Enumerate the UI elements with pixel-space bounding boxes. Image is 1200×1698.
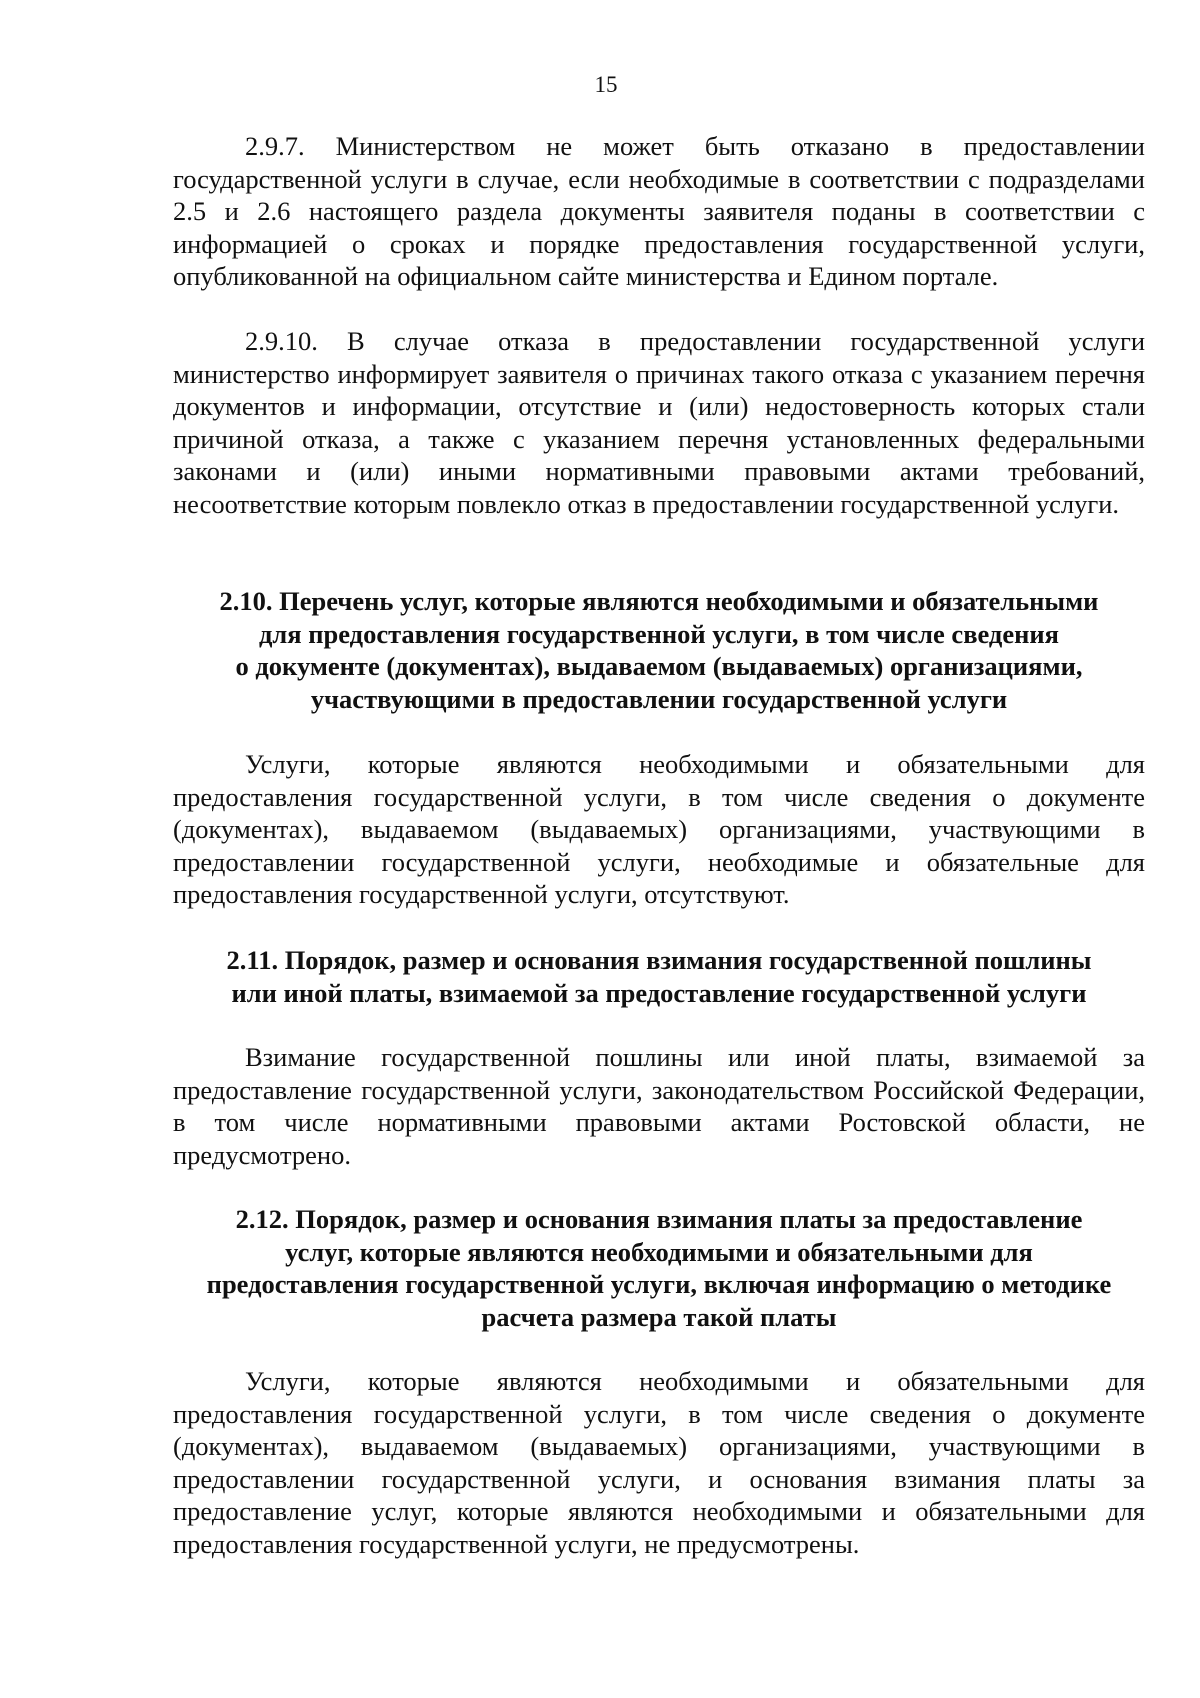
- heading-line: для предоставления государственной услуги, в том числе сведения: [259, 618, 1059, 649]
- heading-line: предоставления государственной услуги, включая информацию о методике: [206, 1269, 1112, 1299]
- heading-line: расчета размера такой платы: [481, 1301, 837, 1332]
- heading-line: 2.12. Порядок, размер и основания взимания платы за предоставление: [235, 1204, 1083, 1234]
- heading-line: 2.10. Перечень услуг, которые являются необходимыми и обязательными: [219, 586, 1099, 616]
- paragraph-2-10: Услуги, которые являются необходимыми и обязательными для предоставления государственной услуги, в том числе сведения о документе (документах), выдаваемом (выдаваемых) организациями, участвующими в предоставлении государственной услуги, необходимые и обязательные для предоставления государственной услуги, отсутствуют.: [173, 749, 1145, 909]
- paragraph-2-9-7: 2.9.7. Министерством не может быть отказано в предоставлении государственной услуги в случае, если необходимые в соответствии с подразделами 2.5 и 2.6 настоящего раздела документы заявителя поданы в соответствии с информацией о сроках и порядке предоставления государственной услуги, опубликованной на официальном сайте министерства и Едином портале.: [173, 131, 1145, 291]
- section-heading-2-10: [173, 585, 1145, 715]
- paragraph-2-11: Взимание государственной пошлины или иной платы, взимаемой за предоставление государственной услуги, законодательством Российской Федерации, в том числе нормативными правовыми актами Ростовской области, не предусмотрено.: [173, 1042, 1145, 1170]
- heading-line: или иной платы, взимаемой за предоставление государственной услуги: [231, 977, 1087, 1008]
- section-heading-2-12: [173, 1203, 1145, 1333]
- heading-line: участвующими в предоставлении государственной услуги: [310, 683, 1008, 714]
- heading-line: 2.11. Порядок, размер и основания взимания государственной пошлины: [226, 945, 1092, 975]
- paragraph-2-12: Услуги, которые являются необходимыми и обязательными для предоставления государственной услуги, в том числе сведения о документе (документах), выдаваемом (выдаваемых) организациями, участвующими в предоставлении государственной услуги, и основания взимания платы за предоставление услуг, которые являются необходимыми и обязательными для предоставления государственной услуги, не предусмотрены.: [173, 1366, 1145, 1559]
- page-number: 15: [594, 72, 618, 97]
- paragraph-2-9-10: 2.9.10. В случае отказа в предоставлении государственной услуги министерство информирует заявителя о причинах такого отказа с указанием перечня документов и информации, отсутствие и (или) недостоверность которых стали причиной отказа, а также с указанием перечня установленных федеральными законами и (или) иными нормативными правовыми актами требований, несоответствие которым повлекло отказ в предоставлении государственной услуги.: [173, 326, 1145, 519]
- section-heading-2-11: [173, 944, 1145, 1009]
- heading-line: о документе (документах), выдаваемом (выдаваемых) организациями,: [235, 651, 1083, 681]
- heading-line: услуг, которые являются необходимыми и обязательными для: [285, 1236, 1033, 1267]
